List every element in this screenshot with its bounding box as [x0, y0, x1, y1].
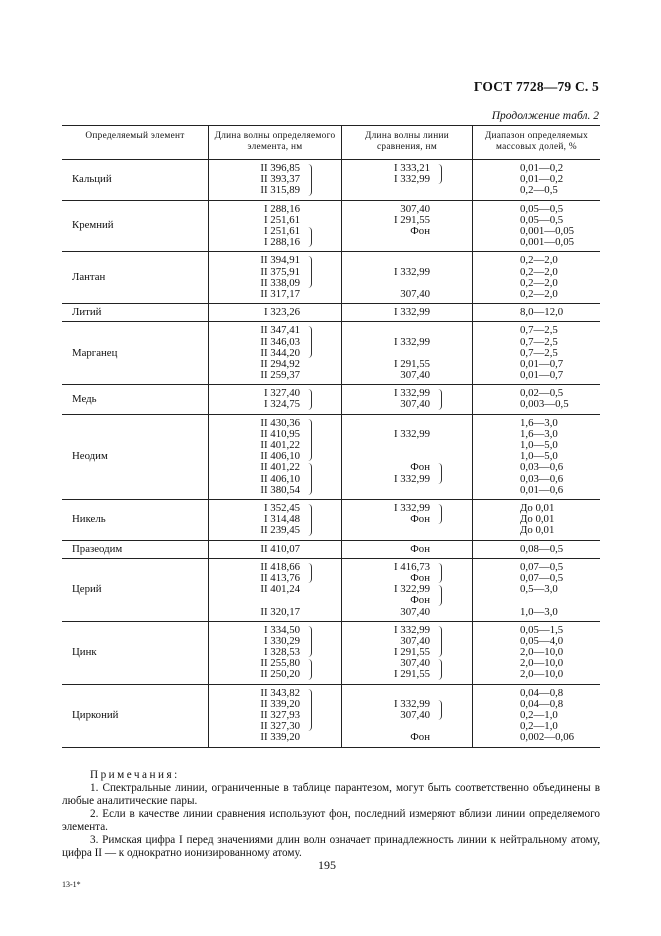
range-cell	[473, 160, 601, 201]
wavelength-value: I 251,61	[264, 224, 300, 237]
parenthesis-bracket-icon	[306, 164, 312, 196]
range-value: 0,05—4,0	[520, 634, 564, 647]
wavelength-value: II 259,37	[260, 369, 300, 382]
col-header-range: Диапазон определяемых массовых долей, %	[473, 126, 601, 160]
range-value: 0,01—0,6	[520, 483, 564, 496]
element-name: Кремний	[72, 219, 114, 232]
wavelength-value: II 239,45	[260, 524, 300, 537]
table-row	[62, 684, 600, 747]
comparison-line-cell	[342, 304, 473, 322]
wavelength-value: II 320,17	[260, 605, 300, 618]
comparison-line-value: I 332,99	[394, 623, 430, 636]
table-row	[62, 414, 600, 499]
element-name: Лантан	[72, 271, 106, 284]
range-value: 8,0—12,0	[520, 306, 564, 319]
page-number: 195	[318, 858, 336, 872]
comparison-line-cell	[342, 385, 473, 414]
range-value: 0,2—0,5	[520, 184, 558, 197]
range-value: 0,7—2,5	[520, 335, 558, 348]
range-value: 0,04—0,8	[520, 697, 564, 710]
element-name: Цинк	[72, 646, 97, 659]
parenthesis-bracket-icon	[436, 626, 442, 658]
comparison-line-value: Фон	[410, 571, 430, 584]
comparison-line-value: I 332,99	[394, 335, 430, 348]
range-value: 0,03—0,6	[520, 461, 564, 474]
wavelength-value: I 314,48	[264, 513, 300, 526]
range-value: 0,5—3,0	[520, 583, 558, 596]
comparison-line-cell	[342, 499, 473, 540]
wavelength-cell	[209, 200, 342, 252]
range-cell	[473, 621, 601, 684]
wavelength-cell	[209, 304, 342, 322]
comparison-line-value: Фон	[410, 461, 430, 474]
wavelength-value: II 327,30	[260, 720, 300, 733]
range-value: 0,01—0,2	[520, 173, 564, 186]
wavelength-cell	[209, 252, 342, 304]
table-row	[62, 200, 600, 252]
wavelength-value: II 394,91	[260, 254, 300, 267]
range-value: 0,08—0,5	[520, 542, 564, 555]
wavelength-value: I 352,45	[264, 501, 300, 514]
wavelength-value: II 294,92	[260, 357, 300, 370]
comparison-line-value: I 416,73	[394, 560, 430, 573]
range-value: 0,01—0,7	[520, 369, 564, 382]
comparison-line-cell	[342, 621, 473, 684]
wavelength-value: II 401,22	[260, 439, 300, 452]
wavelength-value: II 413,76	[260, 571, 300, 584]
comparison-line-value: I 291,55	[394, 357, 430, 370]
range-value: 2,0—10,0	[520, 668, 564, 681]
wavelength-value: II 406,10	[260, 450, 300, 463]
parenthesis-bracket-icon	[306, 563, 312, 583]
comparison-line-value	[356, 255, 430, 266]
wavelength-value: II 339,20	[260, 697, 300, 710]
notes-title: Примечания:	[90, 769, 180, 781]
comparison-line-value: Фон	[410, 731, 430, 744]
range-value: 1,6—3,0	[520, 427, 558, 440]
range-value: 0,01—0,2	[520, 162, 564, 174]
element-name: Литий	[72, 306, 102, 319]
comparison-line-value: I 291,55	[394, 668, 430, 681]
col-header-wavelength: Длина волны определяемого элемента, нм	[209, 126, 342, 160]
range-value: 0,04—0,8	[520, 686, 564, 699]
range-value: 1,0—5,0	[520, 439, 558, 452]
range-cell	[473, 499, 601, 540]
comparison-line-value: I 332,99	[394, 265, 430, 278]
comparison-line-value: I 332,99	[394, 501, 430, 514]
comparison-line-value	[356, 185, 430, 196]
range-value: До 0,01	[520, 524, 555, 537]
parenthesis-bracket-icon	[306, 326, 312, 358]
comparison-line-value: 307,40	[400, 398, 430, 411]
element-name: Марганец	[72, 346, 118, 359]
element-name: Неодим	[72, 450, 108, 463]
wavelength-value: II 393,37	[260, 173, 300, 186]
table-header-row	[62, 126, 600, 160]
range-cell	[473, 684, 601, 747]
wavelength-value: II 347,41	[260, 324, 300, 337]
wavelength-value: II 410,07	[260, 542, 300, 555]
range-value: 0,2—1,0	[520, 720, 558, 733]
parenthesis-bracket-icon	[306, 626, 312, 658]
comparison-line-value: I 332,99	[394, 697, 430, 710]
range-cell	[473, 558, 601, 621]
element-name: Церий	[72, 583, 102, 596]
range-cell	[473, 304, 601, 322]
comparison-line-value	[356, 325, 430, 336]
wavelength-value: I 288,16	[264, 202, 300, 215]
range-value: 0,05—1,5	[520, 623, 564, 636]
range-value: 0,2—2,0	[520, 254, 558, 267]
wavelength-value: II 255,80	[260, 657, 300, 670]
comparison-line-value: 307,40	[400, 605, 430, 618]
parenthesis-bracket-icon	[436, 563, 442, 583]
range-value: 0,003—0,5	[520, 398, 569, 411]
range-value: До 0,01	[520, 501, 555, 514]
table-row	[62, 558, 600, 621]
range-value: 0,02—0,5	[520, 387, 564, 400]
wavelength-value: II 317,17	[260, 287, 300, 300]
comparison-line-value: I 332,99	[394, 472, 430, 485]
comparison-line-value: Фон	[410, 513, 430, 526]
wavelength-value: II 315,89	[260, 184, 300, 197]
comparison-line-value: I 332,99	[394, 427, 430, 440]
note-1: 1. Спектральные линии, ограниченные в таблице парантезом, могут быть соответственно объединены в любые аналитические пары.	[62, 782, 600, 807]
range-cell	[473, 200, 601, 252]
footer-sheet-mark: 13-1*	[62, 880, 81, 889]
wavelength-value: II 410,95	[260, 427, 300, 440]
parenthesis-bracket-icon	[306, 463, 312, 495]
parenthesis-bracket-icon	[306, 389, 312, 409]
table-continuation-label: Продолжение табл. 2	[491, 110, 599, 122]
wavelength-value: I 328,53	[264, 646, 300, 659]
wavelength-value: II 380,54	[260, 483, 300, 496]
wavelength-value: II 401,22	[260, 461, 300, 474]
comparison-line-value: Фон	[410, 224, 430, 237]
wavelength-cell	[209, 160, 342, 201]
range-value	[520, 595, 600, 606]
comparison-line-value: I 332,99	[394, 173, 430, 186]
wavelength-cell	[209, 558, 342, 621]
range-value: 0,2—2,0	[520, 287, 558, 300]
range-cell	[473, 322, 601, 385]
comparison-line-cell	[342, 540, 473, 558]
wavelength-value: II 430,36	[260, 416, 300, 429]
notes-section	[62, 769, 600, 860]
document-header: ГОСТ 7728—79 С. 5	[473, 79, 599, 94]
wavelength-value: II 343,82	[260, 686, 300, 699]
parenthesis-bracket-icon	[306, 689, 312, 732]
element-name: Медь	[72, 392, 97, 405]
col-header-element: Определяемый элемент	[62, 126, 209, 160]
comparison-line-value: I 291,55	[394, 213, 430, 226]
comparison-line-cell	[342, 160, 473, 201]
comparison-line-value: 307,40	[400, 202, 430, 215]
parenthesis-bracket-icon	[306, 504, 312, 536]
comparison-line-value: I 291,55	[394, 646, 430, 659]
parenthesis-bracket-icon	[436, 389, 442, 409]
range-value: 1,6—3,0	[520, 416, 558, 429]
wavelength-value: II 346,03	[260, 335, 300, 348]
wavelength-value: II 338,09	[260, 276, 300, 289]
parenthesis-bracket-icon	[436, 700, 442, 720]
range-value: 2,0—10,0	[520, 646, 564, 659]
parenthesis-bracket-icon	[436, 164, 442, 184]
comparison-line-cell	[342, 252, 473, 304]
comparison-line-cell	[342, 200, 473, 252]
comparison-line-value: 307,40	[400, 369, 430, 382]
wavelength-cell	[209, 385, 342, 414]
col-header-comparison: Длина волны линии сравнения, нм	[342, 126, 473, 160]
wavelength-cell	[209, 540, 342, 558]
wavelength-value: II 401,24	[260, 583, 300, 596]
wavelength-value: II 375,91	[260, 265, 300, 278]
comparison-line-value	[356, 485, 430, 496]
table-row	[62, 540, 600, 558]
comparison-line-value: 307,40	[400, 709, 430, 722]
wavelength-value: I 288,16	[264, 236, 300, 249]
comparison-line-cell	[342, 558, 473, 621]
wavelength-value: I 330,29	[264, 634, 300, 647]
comparison-line-value: I 332,99	[394, 387, 430, 400]
parenthesis-bracket-icon	[306, 256, 312, 288]
wavelength-value: I 327,40	[264, 387, 300, 400]
range-cell	[473, 385, 601, 414]
parenthesis-bracket-icon	[306, 419, 312, 462]
comparison-line-cell	[342, 684, 473, 747]
wavelength-value: II 339,20	[260, 731, 300, 744]
range-cell	[473, 414, 601, 499]
element-name: Кальций	[72, 173, 112, 186]
range-value: 0,05—0,5	[520, 213, 564, 226]
wavelength-value: I 323,26	[264, 306, 300, 319]
table-row	[62, 385, 600, 414]
comparison-line-value	[356, 237, 430, 248]
element-name: Цирконий	[72, 709, 119, 722]
spectral-lines-table	[62, 125, 600, 748]
range-value: 0,2—1,0	[520, 709, 558, 722]
wavelength-cell	[209, 621, 342, 684]
comparison-line-value	[356, 525, 430, 536]
wavelength-value	[222, 595, 300, 606]
wavelength-value: II 327,93	[260, 709, 300, 722]
table-body	[62, 160, 600, 748]
note-3: 3. Римская цифра I перед значениями длин волн означает принадлежность линии к нейтральному атому, цифра II — к однократно ионизированному атому.	[62, 834, 600, 859]
comparison-line-value: I 332,99	[394, 306, 430, 319]
wavelength-value: I 251,61	[264, 213, 300, 226]
wavelength-value: II 418,66	[260, 560, 300, 573]
comparison-line-value: I 333,21	[394, 162, 430, 174]
wavelength-value: II 396,85	[260, 162, 300, 174]
table-row	[62, 160, 600, 201]
element-name: Никель	[72, 513, 106, 526]
comparison-line-value: Фон	[410, 594, 430, 607]
range-value: 0,002—0,06	[520, 731, 574, 744]
range-value: 0,05—0,5	[520, 202, 564, 215]
wavelength-cell	[209, 499, 342, 540]
parenthesis-bracket-icon	[436, 504, 442, 524]
range-value: 0,01—0,7	[520, 357, 564, 370]
range-value: 0,03—0,6	[520, 472, 564, 485]
table-row	[62, 304, 600, 322]
wavelength-value: I 334,50	[264, 623, 300, 636]
range-value: 1,0—5,0	[520, 450, 558, 463]
range-value: 0,2—2,0	[520, 276, 558, 289]
parenthesis-bracket-icon	[306, 227, 312, 247]
range-cell	[473, 252, 601, 304]
range-value: 0,001—0,05	[520, 224, 574, 237]
parenthesis-bracket-icon	[436, 585, 442, 605]
range-value: 0,07—0,5	[520, 571, 564, 584]
range-value: 0,7—2,5	[520, 346, 558, 359]
wavelength-cell	[209, 414, 342, 499]
table-row	[62, 252, 600, 304]
range-value: 0,07—0,5	[520, 560, 564, 573]
note-2: 2. Если в качестве линии сравнения используют фон, последний измеряют вблизи линии определяемого элемента.	[62, 808, 600, 833]
comparison-line-value: 307,40	[400, 657, 430, 670]
range-value: 0,2—2,0	[520, 265, 558, 278]
table-row	[62, 499, 600, 540]
wavelength-cell	[209, 684, 342, 747]
comparison-line-value: I 322,99	[394, 583, 430, 596]
parenthesis-bracket-icon	[436, 659, 442, 679]
range-value: До 0,01	[520, 513, 555, 526]
range-cell	[473, 540, 601, 558]
range-value: 1,0—3,0	[520, 605, 558, 618]
wavelength-value: II 344,20	[260, 346, 300, 359]
range-value: 0,001—0,05	[520, 236, 574, 249]
comparison-line-value: 307,40	[400, 634, 430, 647]
element-name: Празеодим	[72, 542, 123, 555]
range-value: 2,0—10,0	[520, 657, 564, 670]
comparison-line-cell	[342, 322, 473, 385]
comparison-line-value: 307,40	[400, 287, 430, 300]
wavelength-value: II 250,20	[260, 668, 300, 681]
wavelength-value: I 324,75	[264, 398, 300, 411]
comparison-line-value	[356, 440, 430, 451]
comparison-line-cell	[342, 414, 473, 499]
wavelength-value: II 406,10	[260, 472, 300, 485]
parenthesis-bracket-icon	[436, 463, 442, 483]
parenthesis-bracket-icon	[306, 659, 312, 679]
wavelength-cell	[209, 322, 342, 385]
table-row	[62, 322, 600, 385]
range-value: 0,7—2,5	[520, 324, 558, 337]
table-row	[62, 621, 600, 684]
comparison-line-value: Фон	[410, 542, 430, 555]
